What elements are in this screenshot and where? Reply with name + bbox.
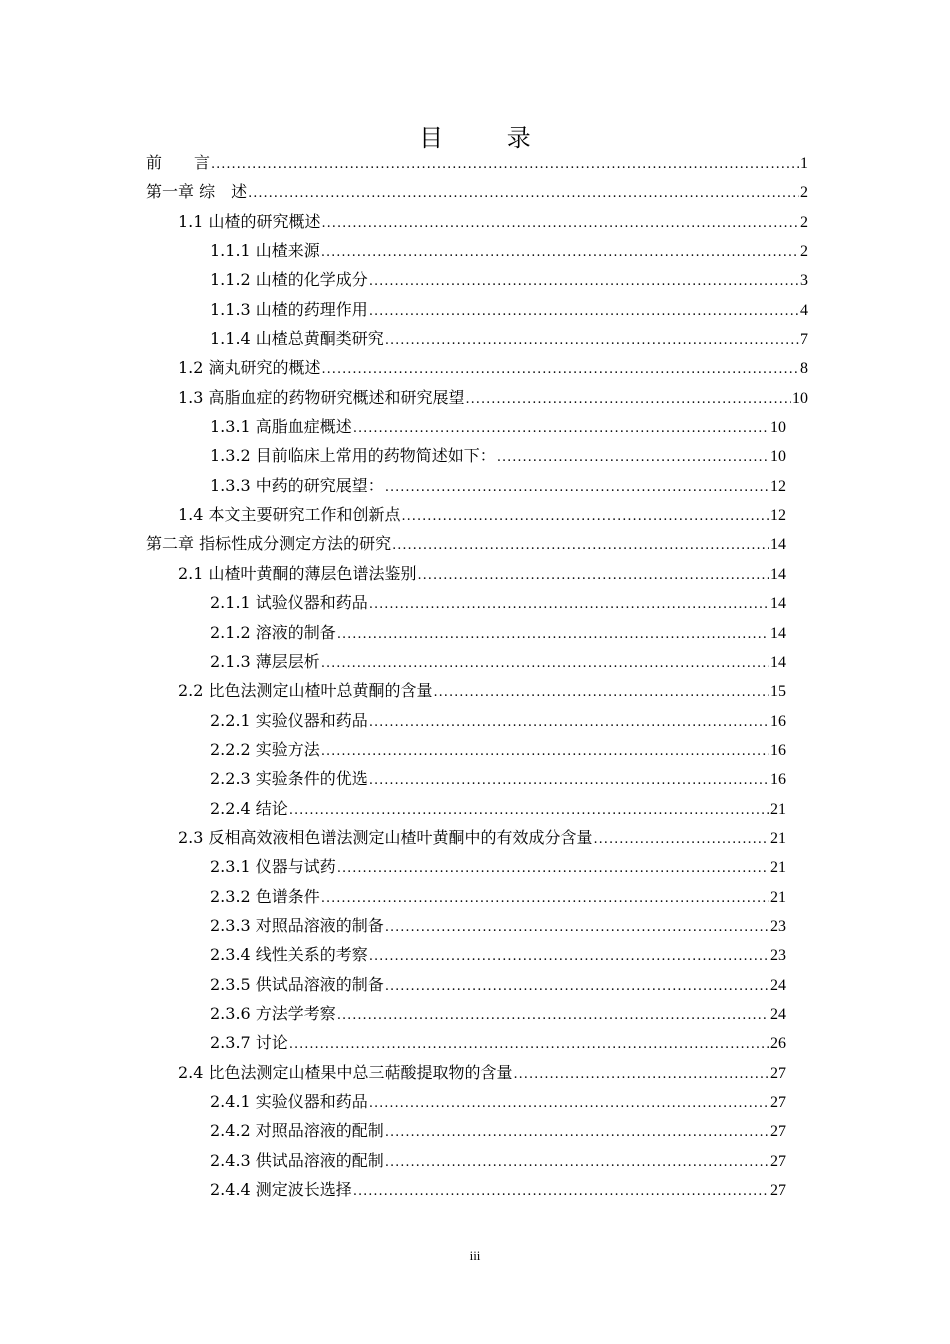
toc-entry-label: 2.4.2 对照品溶液的配制 (210, 1121, 384, 1141)
toc-entry[interactable] (146, 911, 808, 940)
toc-entry-page: 21 (770, 859, 786, 877)
toc-entry-label: 2.4.3 供试品溶液的配制 (210, 1150, 384, 1170)
toc-entry-label: 2.2.1 实验仪器和药品 (210, 710, 368, 730)
toc-entry-page: 27 (770, 1152, 786, 1170)
toc-leader-dots (322, 355, 799, 384)
toc-entry[interactable] (146, 1116, 808, 1145)
toc-entry-label: 1.4 本文主要研究工作和创新点 (178, 505, 401, 525)
toc-entry[interactable] (146, 324, 808, 353)
toc-leader-dots (369, 708, 769, 737)
toc-entry-label: 2.4.1 实验仪器和药品 (210, 1092, 368, 1111)
toc-entry-label: 前 言 (146, 153, 211, 172)
toc-leader-dots (353, 414, 769, 443)
toc-entry-label: 1.1.2 山楂的化学成分 (210, 270, 368, 290)
toc-leader-dots (248, 179, 799, 208)
toc-entry-page: 27 (770, 1094, 786, 1111)
toc-entry[interactable] (146, 588, 808, 617)
toc-entry[interactable] (146, 852, 808, 881)
toc-entry-page: 24 (770, 1005, 786, 1023)
toc-entry[interactable] (146, 207, 808, 236)
toc-entry-page: 21 (770, 888, 786, 906)
toc-leader-dots (594, 825, 769, 854)
toc-entry[interactable] (146, 441, 808, 470)
toc-entry-label: 2.2.2 实验方法 (210, 739, 320, 759)
toc-leader-dots (369, 590, 769, 619)
toc-leader-dots (514, 1060, 769, 1089)
toc-entry[interactable] (146, 940, 808, 969)
toc-entry-label: 2.1 山楂叶黄酮的薄层色谱法鉴别 (178, 563, 417, 583)
toc-entry-label: 2.4 比色法测定山楂果中总三萜酸提取物的含量 (178, 1062, 513, 1082)
toc-entry[interactable] (146, 735, 808, 764)
toc-entry-label: 2.3 反相高效液相色谱法测定山楂叶黄酮中的有效成分含量 (178, 827, 593, 847)
toc-leader-dots (337, 620, 769, 649)
table-of-contents (146, 148, 808, 1204)
toc-leader-dots (385, 913, 769, 942)
toc-entry-page: 12 (770, 507, 786, 525)
toc-entry-label: 1.1.1 山楂来源 (210, 241, 320, 261)
toc-entry-page: 10 (770, 419, 786, 437)
toc-entry-page: 24 (770, 976, 786, 994)
toc-entry-page: 2 (800, 184, 808, 202)
toc-entry-page: 16 (770, 741, 786, 759)
toc-entry[interactable] (146, 265, 808, 294)
toc-entry-label: 1.1 山楂的研究概述 (178, 211, 321, 231)
toc-entry-page: 8 (800, 360, 808, 378)
toc-entry-label: 2.3.6 方法学考察 (210, 1003, 336, 1023)
toc-entry-page: 10 (792, 389, 808, 407)
toc-entry-page: 7 (800, 331, 808, 349)
toc-entry-page: 16 (770, 771, 786, 789)
toc-entry[interactable] (146, 1146, 808, 1175)
toc-entry-label: 1.1.4 山楂总黄酮类研究 (210, 329, 384, 349)
toc-leader-dots (402, 502, 769, 531)
toc-entry-page: 15 (770, 683, 786, 701)
toc-leader-dots (321, 238, 799, 267)
toc-entry-page: 21 (770, 829, 786, 847)
toc-entry-label: 1.3.3 中药的研究展望： (210, 475, 384, 495)
toc-leader-dots (385, 1118, 769, 1147)
toc-entry-label: 2.4.4 测定波长选择 (210, 1180, 352, 1200)
toc-leader-dots (322, 209, 799, 238)
toc-entry[interactable] (146, 353, 808, 382)
toc-entry[interactable] (146, 970, 808, 999)
toc-entry[interactable] (146, 999, 808, 1028)
toc-entry[interactable] (146, 500, 808, 529)
toc-entry-label: 2.3.4 线性关系的考察 (210, 945, 368, 965)
toc-entry-label: 2.3.3 对照品溶液的制备 (210, 915, 384, 935)
toc-entry-page: 14 (770, 536, 786, 554)
toc-leader-dots (353, 1177, 769, 1206)
toc-entry[interactable] (146, 295, 808, 324)
toc-entry[interactable] (146, 823, 808, 852)
toc-entry[interactable] (146, 471, 808, 500)
toc-entry-label: 1.3.1 高脂血症概述 (210, 417, 352, 437)
toc-leader-dots (321, 884, 769, 913)
toc-entry-label: 1.3 高脂血症的药物研究概述和研究展望 (178, 387, 465, 407)
toc-leader-dots (385, 326, 799, 355)
toc-leader-dots (369, 766, 769, 795)
toc-leader-dots (466, 385, 791, 414)
toc-entry-page: 4 (800, 301, 808, 319)
toc-entry[interactable] (146, 764, 808, 793)
toc-entry[interactable] (146, 706, 808, 735)
toc-entry[interactable] (146, 148, 808, 177)
toc-entry[interactable] (146, 618, 808, 647)
toc-entry-page: 12 (770, 477, 786, 495)
toc-entry-page: 14 (770, 624, 786, 642)
toc-entry-page: 16 (770, 712, 786, 730)
toc-entry-label: 第一章 综 述 (146, 182, 248, 202)
toc-entry-page: 27 (770, 1064, 786, 1082)
toc-leader-dots (337, 854, 769, 883)
toc-entry-label: 2.3.1 仪器与试药 (210, 857, 336, 877)
toc-entry-label: 2.1.3 薄层层析 (210, 651, 320, 671)
toc-entry-label: 1.2 滴丸研究的概述 (178, 358, 321, 378)
toc-leader-dots (289, 1030, 769, 1059)
toc-entry-label: 2.3.2 色谱条件 (210, 886, 320, 906)
toc-entry-page: 23 (770, 917, 786, 935)
toc-entry[interactable] (146, 882, 808, 911)
toc-leader-dots (369, 267, 799, 296)
toc-leader-dots (337, 1001, 769, 1030)
toc-entry-page: 2 (800, 213, 808, 231)
toc-entry[interactable] (146, 794, 808, 823)
toc-entry-page: 27 (770, 1123, 786, 1141)
toc-entry[interactable] (146, 383, 808, 412)
toc-entry-label: 1.3.2 目前临床上常用的药物简述如下： (210, 446, 496, 466)
toc-entry[interactable] (146, 1028, 808, 1057)
toc-entry[interactable] (146, 647, 808, 676)
toc-entry[interactable] (146, 236, 808, 265)
toc-entry[interactable] (146, 559, 808, 588)
toc-entry-page: 1 (800, 155, 808, 172)
toc-entry-label: 2.2.3 实验条件的优选 (210, 769, 368, 789)
toc-entry-page: 26 (770, 1035, 786, 1053)
toc-entry[interactable] (146, 177, 808, 206)
toc-entry-label: 2.2 比色法测定山楂叶总黄酮的含量 (178, 681, 433, 701)
toc-entry[interactable] (146, 676, 808, 705)
toc-entry-page: 10 (770, 448, 786, 466)
toc-leader-dots (321, 649, 769, 678)
toc-entry-label: 2.1.2 溶液的制备 (210, 622, 336, 642)
toc-leader-dots (385, 1148, 769, 1177)
toc-entry-page: 23 (770, 947, 786, 965)
page-number-footer: iii (469, 1248, 481, 1263)
toc-leader-dots (369, 297, 799, 326)
toc-leader-dots (369, 1089, 769, 1118)
toc-entry[interactable] (146, 529, 808, 558)
page-title: 目 录 (419, 124, 559, 152)
toc-entry-label: 2.1.1 试验仪器和药品 (210, 593, 368, 613)
toc-leader-dots (418, 561, 769, 590)
toc-entry-page: 14 (770, 595, 786, 613)
toc-entry-page: 3 (800, 272, 808, 290)
toc-leader-dots (497, 443, 769, 472)
toc-leader-dots (385, 972, 769, 1001)
toc-entry-page: 2 (800, 243, 808, 261)
toc-leader-dots (369, 942, 769, 971)
toc-entry-page: 14 (770, 653, 786, 671)
toc-leader-dots (211, 150, 799, 179)
toc-leader-dots (392, 531, 769, 560)
toc-entry[interactable] (146, 412, 808, 441)
toc-leader-dots (385, 473, 769, 502)
toc-entry-label: 2.3.7 讨论 (210, 1033, 288, 1053)
toc-entry-page: 27 (770, 1182, 786, 1200)
toc-leader-dots (289, 796, 769, 825)
toc-leader-dots (434, 678, 769, 707)
toc-entry[interactable] (146, 1087, 808, 1116)
toc-leader-dots (321, 737, 769, 766)
toc-entry-label: 2.3.5 供试品溶液的制备 (210, 974, 384, 994)
toc-entry-label: 2.2.4 结论 (210, 798, 288, 818)
toc-entry-page: 14 (770, 565, 786, 583)
toc-entry-page: 21 (770, 800, 786, 818)
toc-entry-label: 第二章 指标性成分测定方法的研究 (146, 534, 392, 554)
toc-entry-label: 1.1.3 山楂的药理作用 (210, 299, 368, 319)
toc-entry[interactable] (146, 1175, 808, 1204)
toc-entry[interactable] (146, 1058, 808, 1087)
